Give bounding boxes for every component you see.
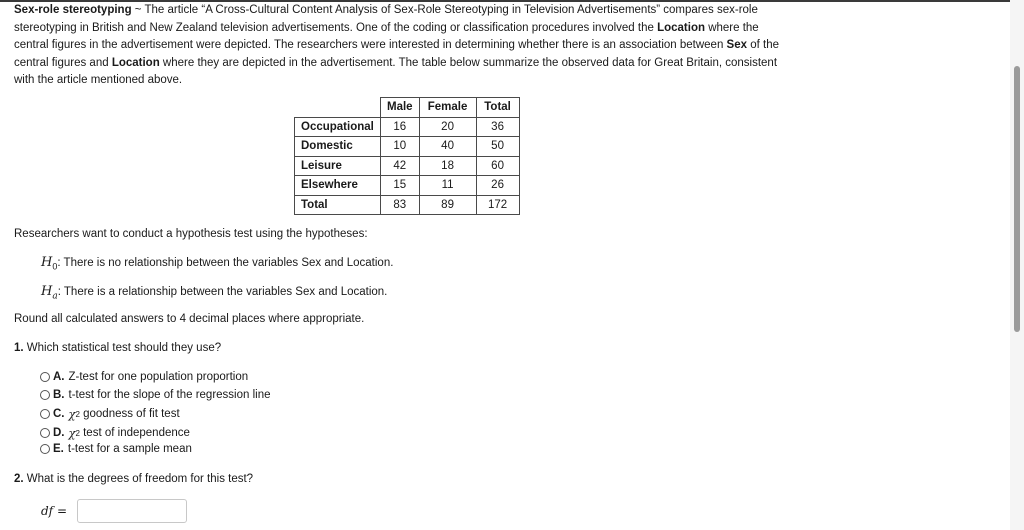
option-b-text: t-test for the slope of the regression line <box>68 389 271 401</box>
h0-text: : There is no relationship between the variables Sex and Location. <box>57 257 394 269</box>
ha-subscript: a <box>52 291 58 302</box>
intro-bold-sex: Sex <box>726 39 748 51</box>
question-2-text: What is the degrees of freedom for this test? <box>23 473 254 485</box>
radio-button-d[interactable] <box>40 428 50 438</box>
alternative-hypothesis <box>41 284 387 301</box>
radio-button-a[interactable] <box>40 372 50 382</box>
table-cell: 89 <box>419 195 476 215</box>
intro-text-2: where the central figures in the advertisement were depicted. The researchers were interested in determining whether there is an association between <box>14 21 759 51</box>
table-cell: 26 <box>476 176 519 196</box>
table-row <box>295 156 520 176</box>
radio-button-b[interactable] <box>40 390 50 400</box>
option-a[interactable] <box>40 371 248 383</box>
table-cell: 16 <box>381 117 420 137</box>
table-header-total: Total <box>476 98 519 118</box>
option-c-chi: χ <box>68 407 76 421</box>
table-row <box>295 176 520 196</box>
df-label: df = <box>41 504 67 518</box>
table-row <box>295 195 520 215</box>
table-cell: 60 <box>476 156 519 176</box>
question-2 <box>14 473 253 485</box>
table-row-label: Domestic <box>295 137 381 157</box>
intro-text-3: of the central figures and <box>14 39 779 69</box>
intro-text-4: where they are depicted in the advertisement. The table below summarize the observed data for Great Britain, consistent with the article mentioned above. <box>14 56 778 86</box>
option-c-letter: C. <box>53 408 65 420</box>
intro-text-1: ~ The article “A Cross-Cultural Content Analysis of Sex-Role Stereotyping in Television Advertisements” compares sex-role stereotyping in British and New Zealand television advertisements. One of the coding or classification procedures involved the <box>14 4 758 34</box>
table-cell: 40 <box>419 137 476 157</box>
option-e-text: t-test for a sample mean <box>67 443 192 455</box>
question-content <box>14 2 794 90</box>
question-1-number: 1. <box>14 342 24 354</box>
table-row-label: Total <box>295 195 381 215</box>
scrollbar-thumb[interactable] <box>1014 66 1020 332</box>
table-row-label: Leisure <box>295 156 381 176</box>
table-cell: 36 <box>476 117 519 137</box>
option-a-text: Z-test for one population proportion <box>68 371 249 383</box>
question-1-text: Which statistical test should they use? <box>23 342 222 354</box>
option-d-text: test of independence <box>79 427 190 439</box>
table-cell: 83 <box>381 195 420 215</box>
table-row-label: Occupational <box>295 117 381 137</box>
question-2-number: 2. <box>14 473 24 485</box>
intro-paragraph <box>14 2 794 90</box>
df-answer-input[interactable] <box>77 499 187 523</box>
table-row-label: Elsewhere <box>295 176 381 196</box>
option-d[interactable] <box>40 426 190 440</box>
table-row <box>295 137 520 157</box>
intro-bold-location-2: Location <box>111 56 160 69</box>
option-c-sup: 2 <box>75 409 80 419</box>
table-cell: 42 <box>381 156 420 176</box>
table-header-row <box>295 98 520 118</box>
option-e-letter: E. <box>53 443 64 455</box>
table-corner-cell <box>295 98 381 118</box>
option-d-sup: 2 <box>75 428 80 438</box>
table-row <box>295 117 520 137</box>
ha-text: : There is a relationship between the variables Sex and Location. <box>57 286 388 298</box>
table-header-male: Male <box>381 98 420 118</box>
intro-bold-location-1: Location <box>657 21 705 34</box>
option-e[interactable] <box>40 443 192 455</box>
question-1 <box>14 342 221 354</box>
ha-symbol: H <box>41 284 53 299</box>
table-cell: 50 <box>476 137 519 157</box>
radio-button-e[interactable] <box>40 444 50 454</box>
observed-data-table <box>294 97 520 215</box>
option-c-text: goodness of fit test <box>79 408 180 420</box>
option-b[interactable] <box>40 389 271 401</box>
option-d-letter: D. <box>53 427 65 439</box>
option-a-letter: A. <box>53 371 65 383</box>
table-cell: 18 <box>419 156 476 176</box>
table-cell: 172 <box>476 195 519 215</box>
radio-button-c[interactable] <box>40 409 50 419</box>
option-d-chi: χ <box>68 426 76 440</box>
table-header-female: Female <box>419 98 476 118</box>
table-cell: 20 <box>419 117 476 137</box>
table-cell: 11 <box>419 176 476 196</box>
option-c[interactable] <box>40 407 180 421</box>
null-hypothesis <box>41 255 393 271</box>
intro-title: Sex-role stereotyping <box>14 4 132 16</box>
option-b-letter: B. <box>53 389 65 401</box>
hypotheses-lead: Researchers want to conduct a hypothesis test using the hypotheses: <box>14 228 368 240</box>
table-cell: 15 <box>381 176 420 196</box>
table-cell: 10 <box>381 137 420 157</box>
rounding-instruction: Round all calculated answers to 4 decimal places where appropriate. <box>14 313 365 325</box>
h0-symbol: H <box>41 255 53 270</box>
h0-subscript: 0 <box>52 261 58 272</box>
